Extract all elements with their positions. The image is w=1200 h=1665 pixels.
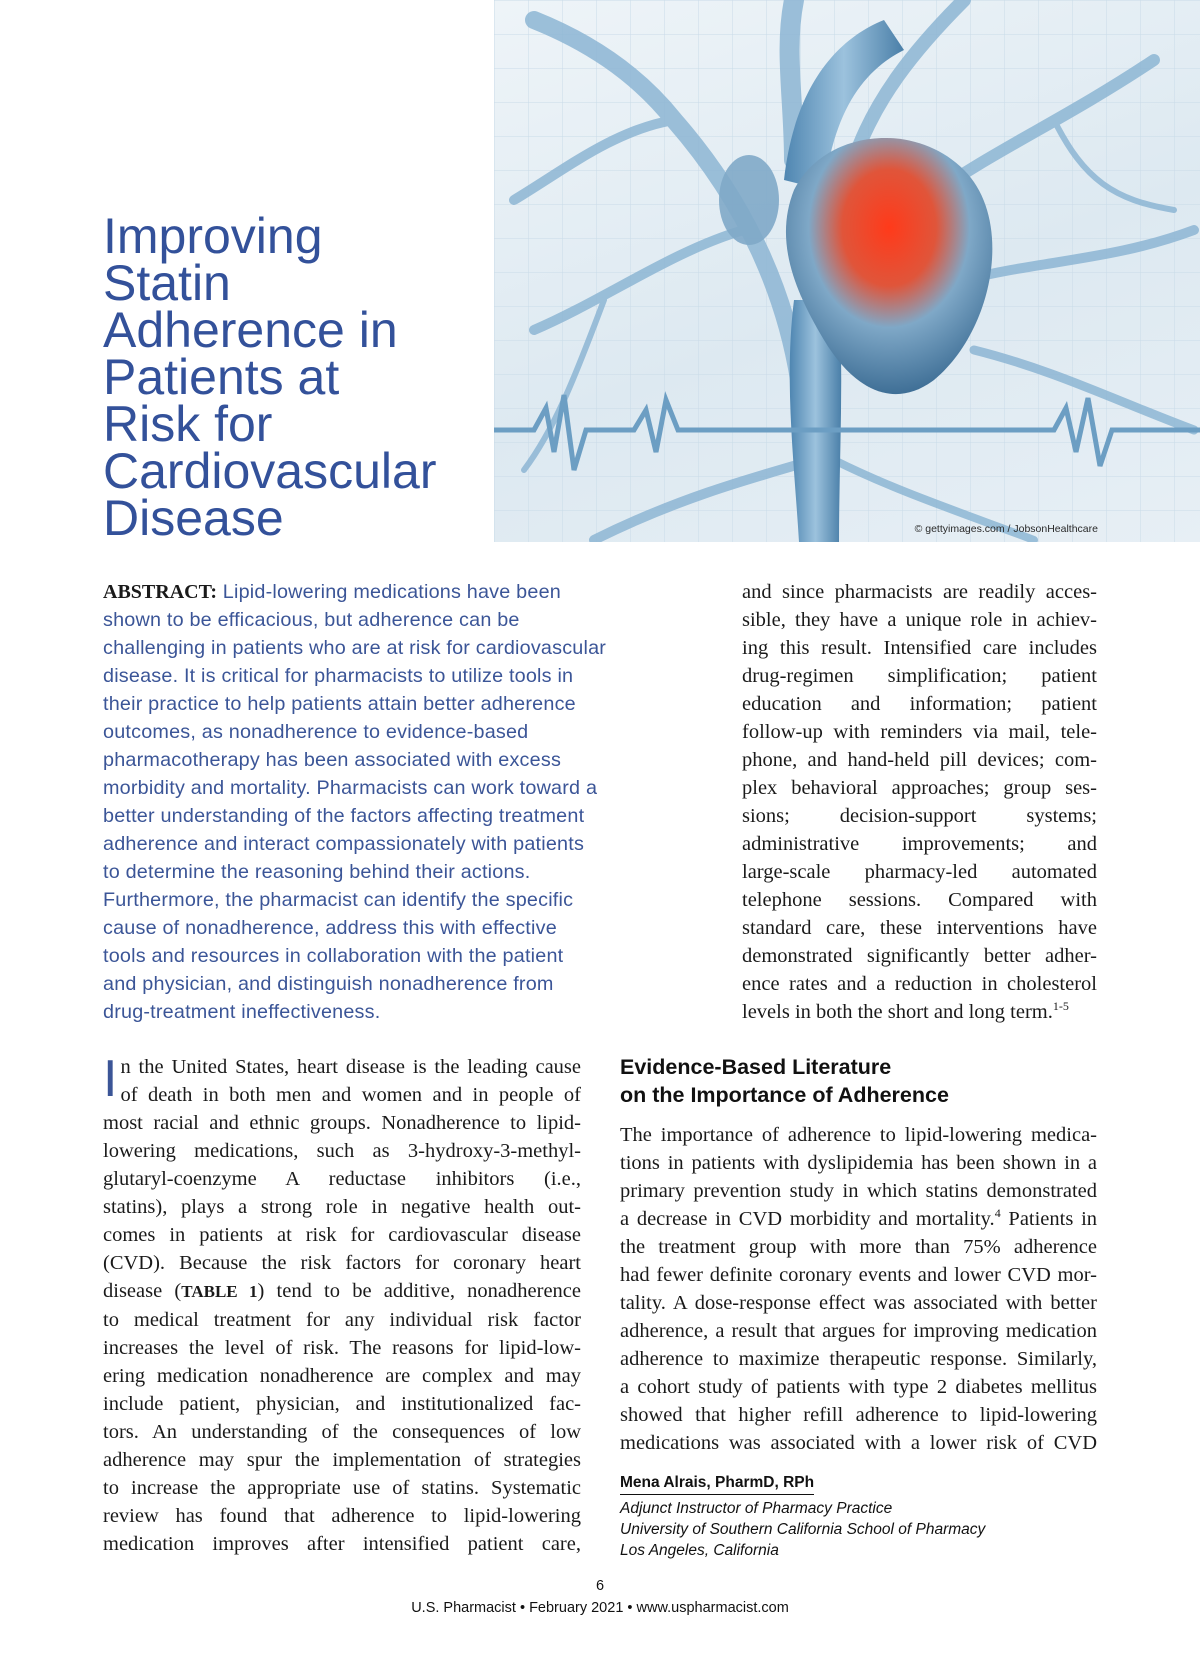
body-line: to medical treatment for any individual risk factor — [103, 1309, 581, 1331]
abstract-line: shown to be efficacious, but adherence can be — [103, 609, 520, 631]
abstract-line: morbidity and mortality. Pharmacists can work toward a — [103, 777, 598, 799]
abstract-text: Lipid-lowering medications have been — [217, 581, 561, 603]
abstract-line: tools and resources in collaboration with the patient — [103, 945, 564, 967]
body-line: ing this result. Intensified care includes — [742, 637, 1097, 659]
abstract-line: adherence and interact compassionately with patients — [103, 833, 585, 855]
body-line: tors. An understanding of the consequences of low — [103, 1421, 581, 1443]
left-column — [103, 1050, 581, 1558]
body-line: n the United States, heart disease is the leading cause — [120, 1056, 581, 1078]
author-affiliation: Adjunct Instructor of Pharmacy Practice — [620, 1500, 893, 1517]
section-heading-line: on the Importance of Adherence — [620, 1083, 949, 1107]
body-line: to increase the appropriate use of statins. Systematic — [103, 1477, 581, 1499]
title-line: Cardiovascular — [103, 443, 437, 499]
table-reference[interactable]: TABLE 1 — [181, 1282, 258, 1301]
citation-superscript: 1-5 — [1052, 999, 1069, 1014]
body-line — [103, 1277, 581, 1306]
body-line: telephone sessions. Compared with — [742, 889, 1097, 911]
title-line: Statin — [103, 255, 231, 311]
author-affiliation: Los Angeles, California — [620, 1542, 779, 1559]
abstract-line: drug-treatment ineffectiveness. — [103, 1001, 381, 1023]
body-line: showed that higher refill adherence to lipid-lowering — [620, 1404, 1097, 1426]
abstract-line: challenging in patients who are at risk for cardiovascular — [103, 637, 607, 659]
body-line: of death in both men and women and in people of — [120, 1084, 581, 1106]
body-line: a cohort study of patients with type 2 diabetes mellitus — [620, 1376, 1097, 1398]
publication-footer[interactable]: U.S. Pharmacist • February 2021 • www.uspharmacist.com — [411, 1600, 789, 1616]
body-text: a decrease in CVD morbidity and mortality. — [620, 1208, 995, 1230]
abstract-label: ABSTRACT: — [103, 581, 218, 603]
abstract-line: Furthermore, the pharmacist can identify the specific — [103, 889, 574, 911]
title-line: Improving — [103, 208, 323, 264]
body-line: adherence to maximize therapeutic response. Similarly, — [620, 1348, 1097, 1370]
body-text: Patients in — [1000, 1208, 1098, 1230]
body-line: ering medication nonadherence are complex and may — [103, 1365, 581, 1387]
title-line: Disease — [103, 490, 284, 546]
abstract-line: cause of nonadherence, address this with effective — [103, 917, 557, 939]
right-column — [620, 1121, 1097, 1457]
body-line: medications was associated with a lower risk of CVD — [620, 1432, 1097, 1454]
body-line: adherence, a result that argues for improving medication — [620, 1320, 1097, 1342]
page-number: 6 — [595, 1578, 605, 1594]
body-line: the treatment group with more than 75% adherence — [620, 1236, 1097, 1258]
image-credit: © gettyimages.com / JobsonHealthcare — [914, 523, 1098, 535]
body-line: review has found that adherence to lipid-lowering — [103, 1505, 581, 1527]
section-heading-line: Evidence-Based Literature — [620, 1055, 892, 1079]
title-line: Patients at — [103, 349, 340, 405]
body-line: tions in patients with dyslipidemia has been shown in a — [620, 1152, 1097, 1174]
abstract — [103, 578, 713, 1026]
abstract-line: their practice to help patients attain better adherence — [103, 693, 576, 715]
title-line: Adherence in — [103, 302, 398, 358]
hero-image — [494, 0, 1200, 542]
body-line: increases the level of risk. The reasons for lipid-low- — [103, 1337, 581, 1359]
body-line: sions; decision-support systems; — [742, 805, 1097, 827]
right-column-top — [742, 578, 1097, 1026]
body-line: glutaryl-coenzyme A reductase inhibitors (i.e., — [103, 1168, 581, 1190]
body-text: levels in both the short and long term. — [742, 1001, 1053, 1023]
body-line: ence rates and a reduction in cholesterol — [742, 973, 1097, 995]
body-line: education and information; patient — [742, 693, 1097, 715]
article-title — [103, 208, 483, 546]
body-line: plex behavioral approaches; group ses- — [742, 777, 1097, 799]
body-line: The importance of adherence to lipid-lowering medica- — [620, 1124, 1097, 1146]
body-line: adherence may spur the implementation of strategies — [103, 1449, 581, 1471]
author-block — [620, 1472, 1100, 1561]
abstract-line — [103, 578, 713, 606]
body-line — [742, 998, 1097, 1026]
body-line: (CVD). Because the risk factors for coronary heart — [103, 1252, 581, 1274]
citation-superscript: 4 — [994, 1206, 1001, 1221]
abstract-line: disease. It is critical for pharmacists to utilize tools in — [103, 665, 574, 687]
section-heading — [620, 1053, 1100, 1109]
abstract-line: outcomes, as nonadherence to evidence-based — [103, 721, 529, 743]
body-line: lowering medications, such as 3-hydroxy-3-methyl- — [103, 1140, 581, 1162]
body-line: comes in patients at risk for cardiovascular disease — [103, 1224, 581, 1246]
drop-cap: I — [103, 1050, 118, 1108]
body-line: demonstrated significantly better adher- — [742, 945, 1097, 967]
body-line: include patient, physician, and institutionalized fac- — [103, 1393, 581, 1415]
body-line: had fewer definite coronary events and lower CVD mor- — [620, 1264, 1097, 1286]
body-line: tality. A dose-response effect was associated with better — [620, 1292, 1097, 1314]
title-line: Risk for — [103, 396, 273, 452]
body-line: and since pharmacists are readily acces- — [742, 581, 1097, 603]
body-line: administrative improvements; and — [742, 833, 1097, 855]
body-line: statins), plays a strong role in negative health out- — [103, 1196, 581, 1218]
body-line: follow-up with reminders via mail, tele- — [742, 721, 1097, 743]
abstract-line: better understanding of the factors affecting treatment — [103, 805, 585, 827]
body-text: disease ( — [103, 1280, 182, 1302]
author-name: Mena Alrais, PharmD, RPh — [620, 1472, 814, 1495]
body-line: most racial and ethnic groups. Nonadherence to lipid- — [103, 1112, 581, 1134]
body-line: medication improves after intensified patient care, — [103, 1533, 581, 1555]
abstract-line: and physician, and distinguish nonadherence from — [103, 973, 554, 995]
body-line: standard care, these interventions have — [742, 917, 1097, 939]
body-line — [620, 1205, 1097, 1233]
body-line: phone, and hand-held pill devices; com- — [742, 749, 1097, 771]
heart-illustration-icon — [494, 0, 1200, 542]
body-line: sible, they have a unique role in achiev- — [742, 609, 1097, 631]
abstract-line: to determine the reasoning behind their actions. — [103, 861, 531, 883]
body-line: large-scale pharmacy-led automated — [742, 861, 1097, 883]
body-text: ) tend to be additive, nonadherence — [257, 1280, 581, 1302]
author-affiliation: University of Southern California School of Pharmacy — [620, 1521, 986, 1538]
body-line: drug-regimen simplification; patient — [742, 665, 1097, 687]
body-line: primary prevention study in which statins demonstrated — [620, 1180, 1097, 1202]
abstract-line: pharmacotherapy has been associated with excess — [103, 749, 562, 771]
